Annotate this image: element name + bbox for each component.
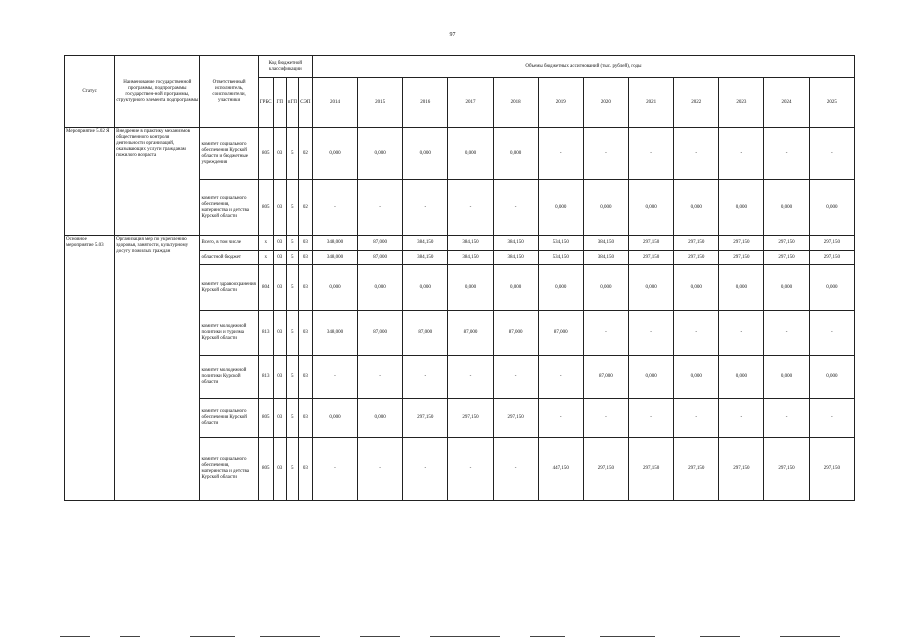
code-cell: х xyxy=(258,251,273,265)
value-cell: - xyxy=(583,128,628,180)
value-cell: - xyxy=(538,399,583,438)
code-cell: 03 xyxy=(298,356,312,399)
value-cell: 0,000 xyxy=(809,265,854,311)
value-cell: - xyxy=(583,311,628,356)
header-code-gp: ГП xyxy=(273,78,286,128)
header-year: 2020 xyxy=(583,78,628,128)
value-cell: 0,000 xyxy=(448,128,493,180)
code-cell: 805 xyxy=(258,128,273,180)
value-cell: - xyxy=(719,128,764,180)
page-bottom-edge xyxy=(0,634,905,640)
value-cell: 384,150 xyxy=(493,236,538,251)
value-cell: 0,000 xyxy=(809,356,854,399)
code-cell: 03 xyxy=(273,356,286,399)
value-cell: 0,000 xyxy=(764,265,809,311)
value-cell: - xyxy=(674,399,719,438)
value-cell: - xyxy=(629,399,674,438)
header-code-grbs: ГРБС xyxy=(258,78,273,128)
code-cell: 03 xyxy=(273,128,286,180)
value-cell: 297,150 xyxy=(719,438,764,501)
value-cell: - xyxy=(629,311,674,356)
code-cell: 5 xyxy=(286,399,298,438)
code-cell: 03 xyxy=(298,251,312,265)
header-year: 2015 xyxy=(358,78,403,128)
value-cell: 534,150 xyxy=(538,236,583,251)
value-cell: 348,000 xyxy=(312,311,357,356)
value-cell: - xyxy=(448,438,493,501)
header-year: 2014 xyxy=(312,78,357,128)
value-cell: 0,000 xyxy=(493,128,538,180)
value-cell: 384,150 xyxy=(448,251,493,265)
value-cell: 0,000 xyxy=(448,265,493,311)
header-volumes: Объемы бюджетных ассигнований (тыс. рублей), годы xyxy=(312,56,854,78)
responsible-cell: областной бюджет xyxy=(200,251,258,265)
value-cell: 297,150 xyxy=(674,438,719,501)
responsible-cell: комитет социального обеспечения, материнства и детства Курской области xyxy=(200,180,258,236)
value-cell: - xyxy=(493,356,538,399)
header-status: Статус xyxy=(65,56,115,128)
status-cell: Основное мероприятие 5.03 xyxy=(65,236,115,501)
value-cell: 87,000 xyxy=(448,311,493,356)
value-cell: 297,150 xyxy=(583,438,628,501)
value-cell: 297,150 xyxy=(719,236,764,251)
responsible-cell: комитет молодежной политики и туризма Курской области xyxy=(200,311,258,356)
code-cell: 02 xyxy=(298,128,312,180)
header-year: 2024 xyxy=(764,78,809,128)
value-cell: 297,150 xyxy=(764,236,809,251)
value-cell: 0,000 xyxy=(674,356,719,399)
value-cell: - xyxy=(538,356,583,399)
value-cell: 384,150 xyxy=(403,251,448,265)
value-cell: 348,000 xyxy=(312,251,357,265)
value-cell: 297,150 xyxy=(448,399,493,438)
value-cell: 0,000 xyxy=(764,180,809,236)
value-cell: 0,000 xyxy=(629,180,674,236)
value-cell: 0,000 xyxy=(629,265,674,311)
value-cell: - xyxy=(809,399,854,438)
code-cell: 5 xyxy=(286,356,298,399)
value-cell: 384,150 xyxy=(493,251,538,265)
value-cell: - xyxy=(629,128,674,180)
header-year: 2016 xyxy=(403,78,448,128)
value-cell: 87,000 xyxy=(403,311,448,356)
value-cell: 0,000 xyxy=(719,265,764,311)
code-cell: 813 xyxy=(258,311,273,356)
code-cell: 03 xyxy=(273,399,286,438)
value-cell: - xyxy=(312,356,357,399)
value-cell: 0,000 xyxy=(764,356,809,399)
code-cell: 03 xyxy=(273,311,286,356)
page-number: 97 xyxy=(449,32,456,38)
code-cell: 804 xyxy=(258,265,273,311)
code-cell: 5 xyxy=(286,251,298,265)
code-cell: 5 xyxy=(286,236,298,251)
value-cell: - xyxy=(403,356,448,399)
value-cell: - xyxy=(538,128,583,180)
code-cell: 03 xyxy=(298,236,312,251)
table-row xyxy=(65,128,855,180)
value-cell: - xyxy=(403,438,448,501)
table-row xyxy=(65,236,855,251)
value-cell: 384,150 xyxy=(583,236,628,251)
value-cell: 0,000 xyxy=(358,399,403,438)
code-cell: 5 xyxy=(286,438,298,501)
value-cell: - xyxy=(312,180,357,236)
value-cell: 384,150 xyxy=(583,251,628,265)
value-cell: - xyxy=(358,438,403,501)
value-cell: - xyxy=(719,399,764,438)
code-cell: 813 xyxy=(258,356,273,399)
value-cell: 0,000 xyxy=(583,180,628,236)
value-cell: 384,150 xyxy=(403,236,448,251)
code-cell: 805 xyxy=(258,399,273,438)
value-cell: 0,000 xyxy=(674,180,719,236)
budget-table xyxy=(64,55,855,501)
value-cell: - xyxy=(493,438,538,501)
value-cell: 297,150 xyxy=(809,251,854,265)
value-cell: 0,000 xyxy=(629,356,674,399)
code-cell: 03 xyxy=(273,251,286,265)
code-cell: 03 xyxy=(298,265,312,311)
header-year: 2017 xyxy=(448,78,493,128)
value-cell: 384,150 xyxy=(448,236,493,251)
value-cell: 0,000 xyxy=(312,128,357,180)
code-cell: 03 xyxy=(273,438,286,501)
value-cell: 0,000 xyxy=(719,180,764,236)
value-cell: 87,000 xyxy=(583,356,628,399)
value-cell: 0,000 xyxy=(403,128,448,180)
code-cell: 805 xyxy=(258,438,273,501)
code-cell: 805 xyxy=(258,180,273,236)
header-name: Наименование государственной программы, подпрограммы государствен-ной программы, структурного элемента подпрограммы xyxy=(115,56,200,128)
code-cell: х xyxy=(258,236,273,251)
value-cell: 0,000 xyxy=(358,128,403,180)
header-year: 2019 xyxy=(538,78,583,128)
value-cell: 297,150 xyxy=(629,438,674,501)
value-cell: 0,000 xyxy=(809,180,854,236)
value-cell: - xyxy=(493,180,538,236)
value-cell: - xyxy=(674,128,719,180)
value-cell: - xyxy=(764,399,809,438)
table-body xyxy=(65,128,855,501)
header-year: 2021 xyxy=(629,78,674,128)
responsible-cell: Всего, в том числе xyxy=(200,236,258,251)
value-cell: 297,150 xyxy=(629,251,674,265)
value-cell: 87,000 xyxy=(493,311,538,356)
status-cell: Мероприятие 5.02 Я xyxy=(65,128,115,236)
responsible-cell: комитет социального обеспечения, материнства и детства Курской области xyxy=(200,438,258,501)
value-cell: 0,000 xyxy=(538,180,583,236)
header-year: 2023 xyxy=(719,78,764,128)
code-cell: 5 xyxy=(286,265,298,311)
value-cell: 87,000 xyxy=(358,251,403,265)
code-cell: 03 xyxy=(298,311,312,356)
value-cell: 0,000 xyxy=(403,265,448,311)
value-cell: 0,000 xyxy=(719,356,764,399)
value-cell: - xyxy=(358,180,403,236)
value-cell: - xyxy=(719,311,764,356)
value-cell: - xyxy=(583,399,628,438)
value-cell: 297,150 xyxy=(674,236,719,251)
value-cell: 297,150 xyxy=(674,251,719,265)
value-cell: 0,000 xyxy=(312,399,357,438)
program-name-cell: Организация мер по укреплению здоровья, занятости, культурному досугу пожилых граждан xyxy=(115,236,200,501)
header-year: 2022 xyxy=(674,78,719,128)
code-cell: 5 xyxy=(286,180,298,236)
responsible-cell: комитет социального обеспечения Курской области xyxy=(200,399,258,438)
value-cell: 297,150 xyxy=(764,251,809,265)
value-cell: 297,150 xyxy=(403,399,448,438)
header-code-sep: СЭП xyxy=(298,78,312,128)
header-responsible: Ответственный исполнитель, соисполнители, участники xyxy=(200,56,258,128)
value-cell: - xyxy=(764,311,809,356)
code-cell: 5 xyxy=(286,128,298,180)
value-cell: 297,150 xyxy=(764,438,809,501)
responsible-cell: комитет молодежной политики Курской области xyxy=(200,356,258,399)
value-cell: - xyxy=(809,311,854,356)
value-cell: - xyxy=(448,356,493,399)
value-cell: 534,150 xyxy=(538,251,583,265)
value-cell: 0,000 xyxy=(538,265,583,311)
header-code-pgp: пГП xyxy=(286,78,298,128)
program-name-cell: Внедрение в практику механизмов общественного контроля деятельности организаций, оказывающих услуги гражданам пожилого возраста xyxy=(115,128,200,236)
code-cell: 02 xyxy=(298,180,312,236)
code-cell: 03 xyxy=(273,236,286,251)
value-cell: - xyxy=(312,438,357,501)
value-cell: 297,150 xyxy=(629,236,674,251)
value-cell: 0,000 xyxy=(493,265,538,311)
code-cell: 03 xyxy=(298,399,312,438)
value-cell: 297,150 xyxy=(719,251,764,265)
value-cell: 87,000 xyxy=(538,311,583,356)
code-cell: 03 xyxy=(273,180,286,236)
responsible-cell: комитет социального обеспечения Курской области и бюджетные учреждения xyxy=(200,128,258,180)
value-cell: 0,000 xyxy=(358,265,403,311)
value-cell: 87,000 xyxy=(358,236,403,251)
code-cell: 5 xyxy=(286,311,298,356)
value-cell: 297,150 xyxy=(493,399,538,438)
value-cell: 348,000 xyxy=(312,236,357,251)
value-cell: 447,150 xyxy=(538,438,583,501)
value-cell: - xyxy=(764,128,809,180)
value-cell: - xyxy=(358,356,403,399)
code-cell: 03 xyxy=(273,265,286,311)
value-cell: - xyxy=(448,180,493,236)
header-year: 2018 xyxy=(493,78,538,128)
value-cell: - xyxy=(674,311,719,356)
responsible-cell: комитет здравоохранения Курской области xyxy=(200,265,258,311)
code-cell: 03 xyxy=(298,438,312,501)
header-year: 2025 xyxy=(809,78,854,128)
value-cell: - xyxy=(809,128,854,180)
value-cell: - xyxy=(403,180,448,236)
value-cell: 0,000 xyxy=(674,265,719,311)
value-cell: 0,000 xyxy=(583,265,628,311)
value-cell: 297,150 xyxy=(809,236,854,251)
value-cell: 0,000 xyxy=(312,265,357,311)
value-cell: 297,150 xyxy=(809,438,854,501)
header-budget-code: Код бюджетной классификации xyxy=(258,56,312,78)
value-cell: 87,000 xyxy=(358,311,403,356)
